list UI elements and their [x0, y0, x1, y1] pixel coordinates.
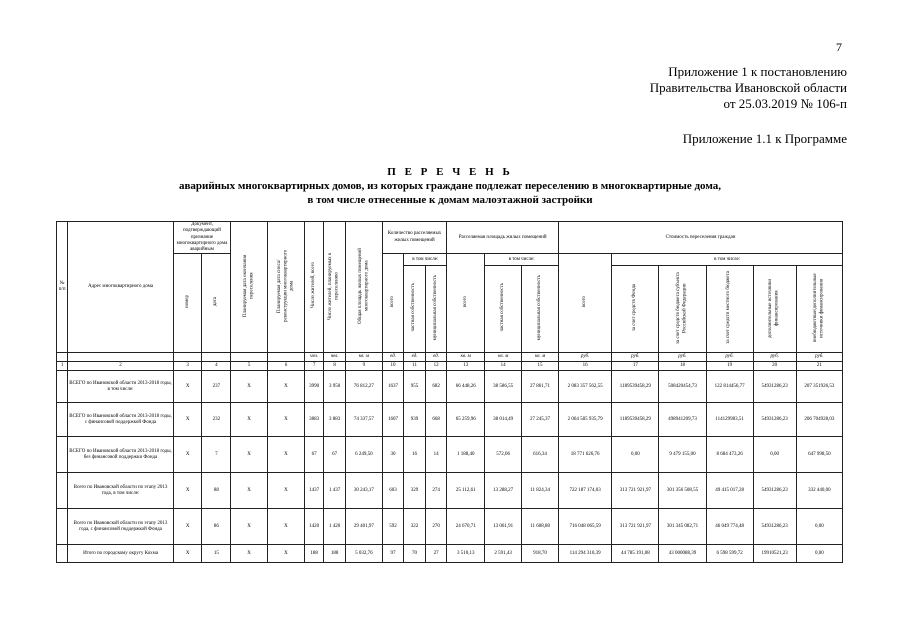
value-cell: 1420 — [304, 509, 323, 545]
row-label-cell: Всего по Ивановской области по этапу 2013 года, в том числе: — [68, 473, 174, 509]
row-number-cell — [57, 545, 68, 563]
value-cell: 206 704928,03 — [796, 403, 842, 437]
value-cell: X — [173, 509, 202, 545]
value-cell: 43 000088,39 — [659, 545, 706, 563]
unit-cell: руб. — [659, 353, 706, 362]
col-count-private-header: частная собственность — [411, 283, 417, 332]
col-area-private-header: частная собственность — [500, 283, 506, 332]
col-count-group-header: Количество расселяемых жилых помещений — [382, 222, 447, 254]
value-cell: 329 — [404, 473, 426, 509]
value-cell: 722 187 174,03 — [558, 473, 611, 509]
value-cell: 27 245,37 — [522, 403, 559, 437]
value-cell: 88 — [202, 473, 231, 509]
table-row — [57, 403, 843, 437]
value-cell: 301 356 508,55 — [659, 473, 706, 509]
value-cell: X — [268, 437, 305, 473]
value-cell: 313 721 921,97 — [612, 509, 659, 545]
row-number-cell — [57, 403, 68, 437]
unit-cell: ед. — [404, 353, 426, 362]
value-cell: X — [231, 371, 268, 403]
value-cell: 682 — [425, 371, 447, 403]
unit-cell — [268, 353, 305, 362]
unit-cell: руб. — [753, 353, 796, 362]
row-label-cell: ВСЕГО по Ивановской области 2013-2018 годы, в том числе: — [68, 371, 174, 403]
column-number-cell: 11 — [404, 362, 426, 371]
row-number-cell — [57, 371, 68, 403]
value-cell: 322 — [404, 509, 426, 545]
col-area-group-header: Расселяемая площадь жилых помещений — [447, 222, 559, 254]
col-residents-plan-header: Число жителей, планируемых к переселению — [328, 251, 340, 320]
value-cell: 232 — [202, 403, 231, 437]
col-region-header: за счет средств бюджета субъекта Российской Федерации — [676, 271, 688, 344]
col-area-incl-header: в том числе: — [485, 254, 559, 266]
column-number-cell: 7 — [304, 362, 323, 371]
value-cell: X — [173, 545, 202, 563]
row-label-cell: ВСЕГО по Ивановской области 2013-2018 годы, без финансовой поддержки Фонда — [68, 437, 174, 473]
column-number-cell: 16 — [558, 362, 611, 371]
row-number-cell — [57, 509, 68, 545]
value-cell: 18 771 626,76 — [558, 437, 611, 473]
value-cell: 25 112,61 — [447, 473, 485, 509]
unit-cell: руб. — [558, 353, 611, 362]
unit-cell: руб. — [612, 353, 659, 362]
column-number-cell: 6 — [268, 362, 305, 371]
value-cell: 54931286,23 — [753, 371, 796, 403]
value-cell: 1437 — [304, 473, 323, 509]
value-cell: 65 259,96 — [447, 403, 485, 437]
col-extra-header: дополнительные источники финансирования — [768, 278, 780, 338]
col-cost-group-header: Стоимость переселения граждан — [558, 222, 842, 254]
table-row — [57, 437, 843, 473]
value-cell: 38 586,55 — [485, 371, 522, 403]
row-label-cell: ВСЕГО по Ивановской области 2013-2018 годы, с финансовой поддержкой Фонда — [68, 403, 174, 437]
col-area-total-header: всего — [462, 295, 468, 308]
header-government-line: Правительства Ивановской области — [649, 80, 847, 95]
value-cell: 74 337,57 — [345, 403, 382, 437]
value-cell: X — [231, 545, 268, 563]
unit-cell: руб. — [796, 353, 842, 362]
units-row — [57, 353, 843, 362]
value-cell: 0,00 — [612, 437, 659, 473]
value-cell: 13 061,91 — [485, 509, 522, 545]
unit-cell: кв. м — [345, 353, 382, 362]
col-document-header: Документ, подтверждающий признание многоквартирного дома аварийным — [173, 222, 230, 254]
col-residents-header: Число жителей, всего — [311, 262, 317, 309]
column-numbers-row — [57, 362, 843, 371]
value-cell: 27 — [425, 545, 447, 563]
document-title: П Е Р Е Ч Е Н Ь — [387, 166, 513, 178]
value-cell: X — [173, 437, 202, 473]
value-cell: 1607 — [382, 403, 404, 437]
document-subtitle-line1: аварийных многоквартирных домов, из которых граждане подлежат переселению в многоквартирные дома, — [178, 180, 722, 192]
value-cell: 301 345 082,71 — [659, 509, 706, 545]
table-row — [57, 473, 843, 509]
col-planned-end-header: Планируемая дата окончания переселения — [242, 254, 255, 317]
value-cell: 49 415 017,28 — [706, 473, 753, 509]
value-cell: X — [268, 509, 305, 545]
unit-cell: ед. — [425, 353, 447, 362]
header-row-2 — [57, 254, 843, 266]
col-add-header: внебюджетные/дополнительные источники финансирования — [813, 273, 825, 342]
unit-cell: кв. м — [447, 353, 485, 362]
value-cell: 274 — [425, 473, 447, 509]
value-cell: 67 — [304, 437, 323, 473]
resettlement-table — [56, 221, 843, 563]
value-cell: 38 014,49 — [485, 403, 522, 437]
value-cell: 2 591,43 — [485, 545, 522, 563]
value-cell: X — [231, 437, 268, 473]
value-cell: 3883 — [304, 403, 323, 437]
value-cell: 592 — [382, 509, 404, 545]
table-row — [57, 509, 843, 545]
value-cell: 716 048 065,59 — [558, 509, 611, 545]
column-number-cell: 21 — [796, 362, 842, 371]
value-cell: 6 249,50 — [345, 437, 382, 473]
value-cell: X — [268, 545, 305, 563]
value-cell: 3990 — [304, 371, 323, 403]
unit-cell: ед. — [382, 353, 404, 362]
value-cell: 54931286,23 — [753, 403, 796, 437]
value-cell: 188 — [304, 545, 323, 563]
column-number-cell: 4 — [202, 362, 231, 371]
value-cell: 616,34 — [522, 437, 559, 473]
value-cell: 8 684 473,26 — [706, 437, 753, 473]
unit-cell — [68, 353, 174, 362]
page-number: 7 — [836, 40, 842, 54]
value-cell: 207 351926,53 — [796, 371, 842, 403]
value-cell: 955 — [404, 371, 426, 403]
value-cell: 918,70 — [522, 545, 559, 563]
column-number-cell: 19 — [706, 362, 753, 371]
value-cell: X — [268, 403, 305, 437]
value-cell: 1637 — [382, 371, 404, 403]
header-appendix-line: Приложение 1.1 к Программе — [682, 131, 847, 146]
column-number-cell: 10 — [382, 362, 404, 371]
value-cell: 3 883 — [324, 403, 346, 437]
column-number-cell: 17 — [612, 362, 659, 371]
header-decree-line: Приложение 1 к постановлению — [668, 64, 847, 79]
column-number-cell: 8 — [324, 362, 346, 371]
value-cell: 508420454,73 — [659, 371, 706, 403]
value-cell: X — [231, 473, 268, 509]
header-date-line: от 25.03.2019 № 106-п — [723, 96, 847, 111]
col-count-municipal-header: муниципальная собственность — [432, 274, 438, 341]
col-doc-date-header: дата — [213, 297, 219, 307]
value-cell: 114 294 310,39 — [558, 545, 611, 563]
value-cell: 647 998,50 — [796, 437, 842, 473]
value-cell: 13 288,27 — [485, 473, 522, 509]
value-cell: 6 598 599,72 — [706, 545, 753, 563]
column-number-cell: 15 — [522, 362, 559, 371]
unit-cell — [173, 353, 202, 362]
value-cell: 188 — [324, 545, 346, 563]
col-address-header: Адрес многоквартирного дома — [68, 222, 174, 353]
value-cell: X — [173, 403, 202, 437]
col-planned-demolish-header: Планируемая дата сноса/реконструкции многоквартирного дома — [276, 249, 295, 322]
value-cell: 14 — [425, 437, 447, 473]
document-subtitle-line2: в том числе отнесенные к домам малоэтажной застройки — [307, 194, 593, 206]
unit-cell — [231, 353, 268, 362]
value-cell: 16 — [404, 437, 426, 473]
unit-cell: кв. м — [485, 353, 522, 362]
value-cell: 27 861,71 — [522, 371, 559, 403]
col-area-municipal-header: муниципальная собственность — [536, 274, 542, 341]
table-row — [57, 545, 843, 563]
col-area-header: Общая площадь жилых помещений многоквартирного дома — [357, 247, 369, 324]
value-cell: 1189539458,29 — [612, 403, 659, 437]
value-cell: 86 — [202, 509, 231, 545]
col-cost-total-header: всего — [582, 295, 587, 308]
value-cell: 0,00 — [796, 509, 842, 545]
unit-cell — [57, 353, 68, 362]
value-cell: 7 — [202, 437, 231, 473]
value-cell: 97 — [382, 545, 404, 563]
value-cell: 67 — [324, 437, 346, 473]
value-cell: 313 721 921,97 — [612, 473, 659, 509]
col-count-incl-header: в том числе: — [404, 254, 447, 266]
value-cell: 5 032,76 — [345, 545, 382, 563]
unit-cell: чел. — [324, 353, 346, 362]
col-num-header: № п/п — [57, 222, 68, 353]
value-cell: 939 — [404, 403, 426, 437]
value-cell: 0,00 — [796, 545, 842, 563]
value-cell: 668 — [425, 403, 447, 437]
value-cell: X — [231, 509, 268, 545]
value-cell: X — [173, 473, 202, 509]
value-cell: 603 — [382, 473, 404, 509]
column-number-cell: 2 — [68, 362, 174, 371]
value-cell: X — [268, 371, 305, 403]
value-cell: 1 420 — [324, 509, 346, 545]
row-label-cell: Всего по Ивановской области по этапу 2013 года, с финансовой поддержкой Фонда — [68, 509, 174, 545]
value-cell: X — [268, 473, 305, 509]
col-doc-num-header: номер — [184, 295, 190, 309]
value-cell: X — [173, 371, 202, 403]
row-number-cell — [57, 437, 68, 473]
column-number-cell: 5 — [231, 362, 268, 371]
value-cell: 498941209,73 — [659, 403, 706, 437]
value-cell: 70 — [404, 545, 426, 563]
unit-cell: кв. м — [522, 353, 559, 362]
col-cost-incl-header: в том числе: — [612, 254, 843, 266]
value-cell: 1189539458,29 — [612, 371, 659, 403]
value-cell: 1 437 — [324, 473, 346, 509]
value-cell: 122 814456,77 — [706, 371, 753, 403]
value-cell: 9 479 155,00 — [659, 437, 706, 473]
column-number-cell: 14 — [485, 362, 522, 371]
value-cell: 2 064 585 935,79 — [558, 403, 611, 437]
value-cell: 572,06 — [485, 437, 522, 473]
column-number-cell: 3 — [173, 362, 202, 371]
value-cell: 24 670,71 — [447, 509, 485, 545]
value-cell: 46 049 774,48 — [706, 509, 753, 545]
value-cell: 11 824,34 — [522, 473, 559, 509]
value-cell: 114129983,51 — [706, 403, 753, 437]
value-cell: 0,00 — [753, 437, 796, 473]
value-cell: X — [231, 403, 268, 437]
value-cell: 54931286,23 — [753, 509, 796, 545]
value-cell: 29 401,97 — [345, 509, 382, 545]
unit-cell — [202, 353, 231, 362]
value-cell: 44 785 191,08 — [612, 545, 659, 563]
column-number-cell: 12 — [425, 362, 447, 371]
value-cell: 19910521,23 — [753, 545, 796, 563]
col-local-header: за счет средств местного бюджета — [726, 271, 732, 344]
value-cell: 270 — [425, 509, 447, 545]
unit-cell: чел. — [304, 353, 323, 362]
table-row — [57, 371, 843, 403]
value-cell: 2 083 357 562,55 — [558, 371, 611, 403]
value-cell: 3 510,13 — [447, 545, 485, 563]
value-cell: 3 950 — [324, 371, 346, 403]
value-cell: 54931286,23 — [753, 473, 796, 509]
value-cell: 76 812,27 — [345, 371, 382, 403]
column-number-cell: 9 — [345, 362, 382, 371]
value-cell: 66 448,26 — [447, 371, 485, 403]
unit-cell: руб. — [706, 353, 753, 362]
column-number-cell: 1 — [57, 362, 68, 371]
value-cell: 11 608,80 — [522, 509, 559, 545]
value-cell: 1 188,40 — [447, 437, 485, 473]
row-number-cell — [57, 473, 68, 509]
value-cell: 30 243,17 — [345, 473, 382, 509]
value-cell: 15 — [202, 545, 231, 563]
column-number-cell: 18 — [659, 362, 706, 371]
column-number-cell: 20 — [753, 362, 796, 371]
header-row-1 — [57, 222, 843, 254]
row-label-cell: Итого по городскому округу Кохма — [68, 545, 174, 563]
col-fund-header: за счет средств Фонда — [632, 284, 638, 332]
value-cell: 332 440,00 — [796, 473, 842, 509]
value-cell: 30 — [382, 437, 404, 473]
col-count-total-header: всего — [389, 295, 395, 308]
value-cell: 237 — [202, 371, 231, 403]
column-number-cell: 13 — [447, 362, 485, 371]
